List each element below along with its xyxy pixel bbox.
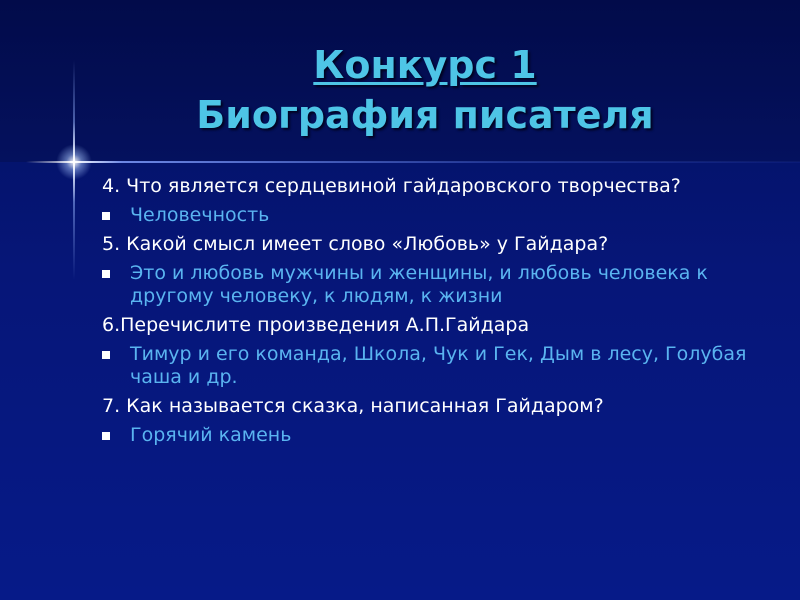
answer-7-text: Горячий камень: [130, 424, 292, 446]
square-bullet-icon: [102, 432, 110, 440]
question-6: 6.Перечислите произведения А.П.Гайдара: [102, 314, 530, 336]
question-4: 4. Что является сердцевиной гайдаровского творчества?: [102, 175, 681, 197]
title-divider-line: [70, 161, 800, 163]
title-topic: Биография писателя: [196, 93, 654, 137]
answer-5: [102, 262, 762, 308]
square-bullet-icon: [102, 351, 110, 359]
square-bullet-icon: [102, 270, 110, 278]
answer-6: [102, 343, 762, 389]
answer-7: [102, 424, 762, 447]
question-5: 5. Какой смысл имеет слово «Любовь» у Гайдара?: [102, 233, 609, 255]
question-7: 7. Как называется сказка, написанная Гайдаром?: [102, 395, 604, 417]
slide-title: [100, 40, 750, 140]
square-bullet-icon: [102, 212, 110, 220]
answer-5-text: Это и любовь мужчины и женщины, и любовь человека к другому человеку, к людям, к жизни: [130, 262, 708, 307]
answer-4-text: Человечность: [130, 204, 270, 226]
title-contest-number: Конкурс 1: [313, 43, 537, 87]
quiz-content: [102, 175, 762, 453]
answer-4: [102, 204, 762, 227]
answer-6-text: Тимур и его команда, Школа, Чук и Гек, Дым в лесу, Голубая чаша и др.: [130, 343, 747, 388]
